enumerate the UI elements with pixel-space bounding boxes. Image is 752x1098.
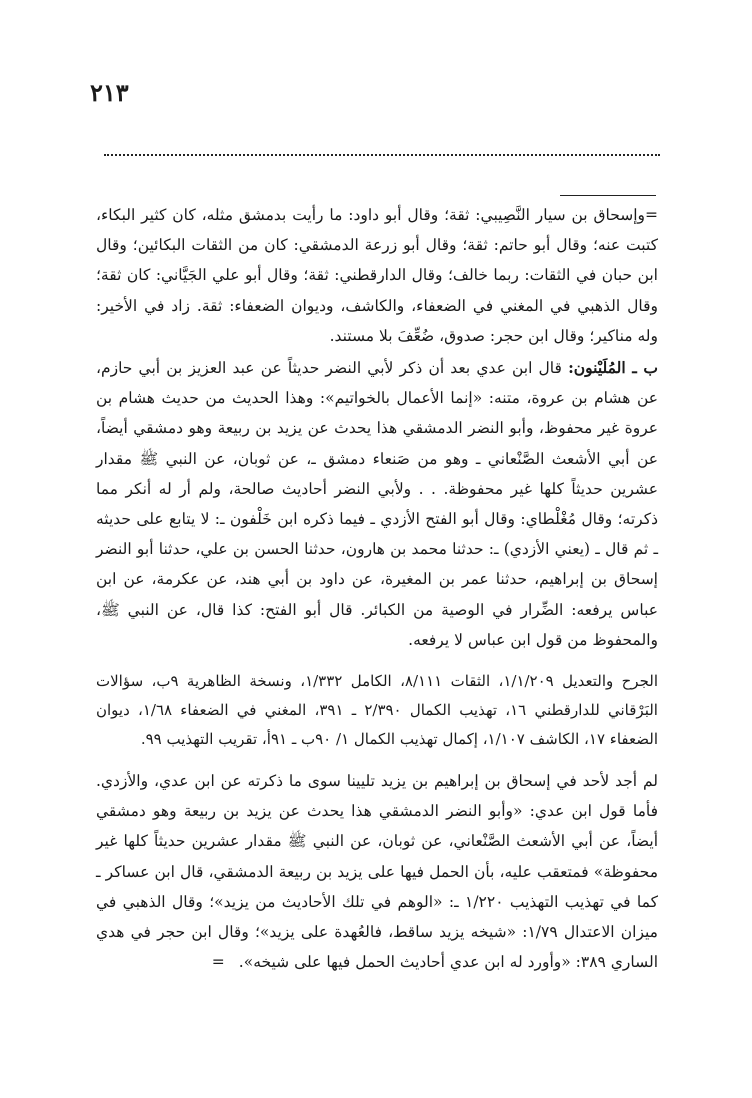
- conclusion-text: لم أجد لأحد في إسحاق بن إبراهيم بن يزيد تليينا سوى ما ذكرته عن ابن عدي، والأزدي. فأما قول ابن عدي: «وأبو النضر الدمشقي هذا يحدث عن يزيد بن ربيعة وهو دمشقي أيضاً، عن أبي الأشعث الصَّنْعاني، عن ثوبان، عن النبي ﷺ مقدار عشرين حديثاً كلها غير محفوظة» فمتعقب عليه، بأن الحمل فيها على يزيد بن ربيعة الدمشقي، قال ابن عساكر ـ كما في تهذيب التهذيب ١/٢٢٠ ـ: «الوهم في تلك الأحاديث من يزيد»؛ وقال الذهبي في ميزان الاعتدال ١/٧٩: «شيخه يزيد ساقط، فالعُهدة على يزيد»؛ وقال ابن حجر في هدي الساري ٣٨٩: «وأورد له ابن عدي أحاديث الحمل فيها على شيخه».: [96, 772, 658, 972]
- dotted-separator: [104, 154, 660, 156]
- conclusion-paragraph: [96, 766, 658, 977]
- footnote-rule: [560, 195, 656, 196]
- section-b-heading: ب ـ المُلَيْنون:: [568, 358, 658, 378]
- page-number: ٢١٣: [90, 78, 129, 107]
- continuation-mark: =: [211, 953, 225, 972]
- continuation-paragraph: =وإسحاق بن سيار النَّصِيبي: ثقة؛ وقال أبو داود: ما رأيت بدمشق مثله، كان كثير البكاء، كتبت عنه؛ وقال أبو حاتم: ثقة؛ وقال أبو زرعة الدمشقي: كان من الثقات البكائين؛ وقال ابن حبان في الثقات: ربما خالف؛ وقال الدارقطني: ثقة؛ وقال أبو علي الجَيَّاني: كان ثقة؛ وقال الذهبي في المغني في الضعفاء، والكاشف، وديوان الضعفاء: ثقة. زاد في الأخير: وله مناكير؛ وقال ابن حجر: صدوق، ضُعِّفَ بلا مستند.: [96, 206, 658, 345]
- section-b-text: قال ابن عدي بعد أن ذكر لأبي النضر حديثاً عن عبد العزيز بن أبي حازم، عن هشام بن عروة، متنه: «إنما الأعمال بالخواتيم»: وهذا الحديث من حديث هشام بن عروة غير محفوظ، وأبو النضر الدمشقي هذا يحدث عن يزيد بن ربيعة وهو دمشقي أيضاً، عن أبي الأشعث الصَّنْعاني ـ وهو من صَنعاء دمشق ـ، عن ثوبان، عن النبي ﷺ مقدار عشرين حديثاً كلها غير محفوظة. . . ولأبي النضر أحاديث صالحة، ولم أر له أنكر مما ذكرته؛ وقال مُغْلْطاي: وقال أبو الفتح الأزدي ـ فيما ذكره ابن خَلْفون ـ: لا يتابع على حديثه ـ ثم قال ـ (يعني الأزدي) ـ: حدثنا محمد بن هارون، حدثنا الحسن بن علي، حدثنا أبو النضر إسحاق بن إبراهيم، حدثنا عمر بن المغيرة، عن داود بن أبي هند، عن عكرمة، عن ابن عباس يرفعه: الضِّرار في الوصية من الكبائر. قال أبو الفتح: كذا قال، عن النبي ﷺ، والمحفوظ من قول ابن عباس لا يرفعه.: [96, 359, 658, 649]
- section-b-paragraph: [96, 353, 658, 655]
- references-paragraph: الجرح والتعديل ١/١/٢٠٩، الثقات ٨/١١١، الكامل ١/٣٣٢، ونسخة الظاهرية ٩ب، سؤالات البَرْقاني للدارقطني ١٦، تهذيب الكمال ٢/٣٩٠ ـ ٣٩١، المغني في الضعفاء ١/٦٨، ديوان الضعفاء ١٧، الكاشف ١/١٠٧، إكمال تهذيب الكمال ١/ ٩٠ب ـ ٩١أ، تقريب التهذيب ٩٩.: [96, 672, 658, 749]
- page-body: [96, 200, 658, 977]
